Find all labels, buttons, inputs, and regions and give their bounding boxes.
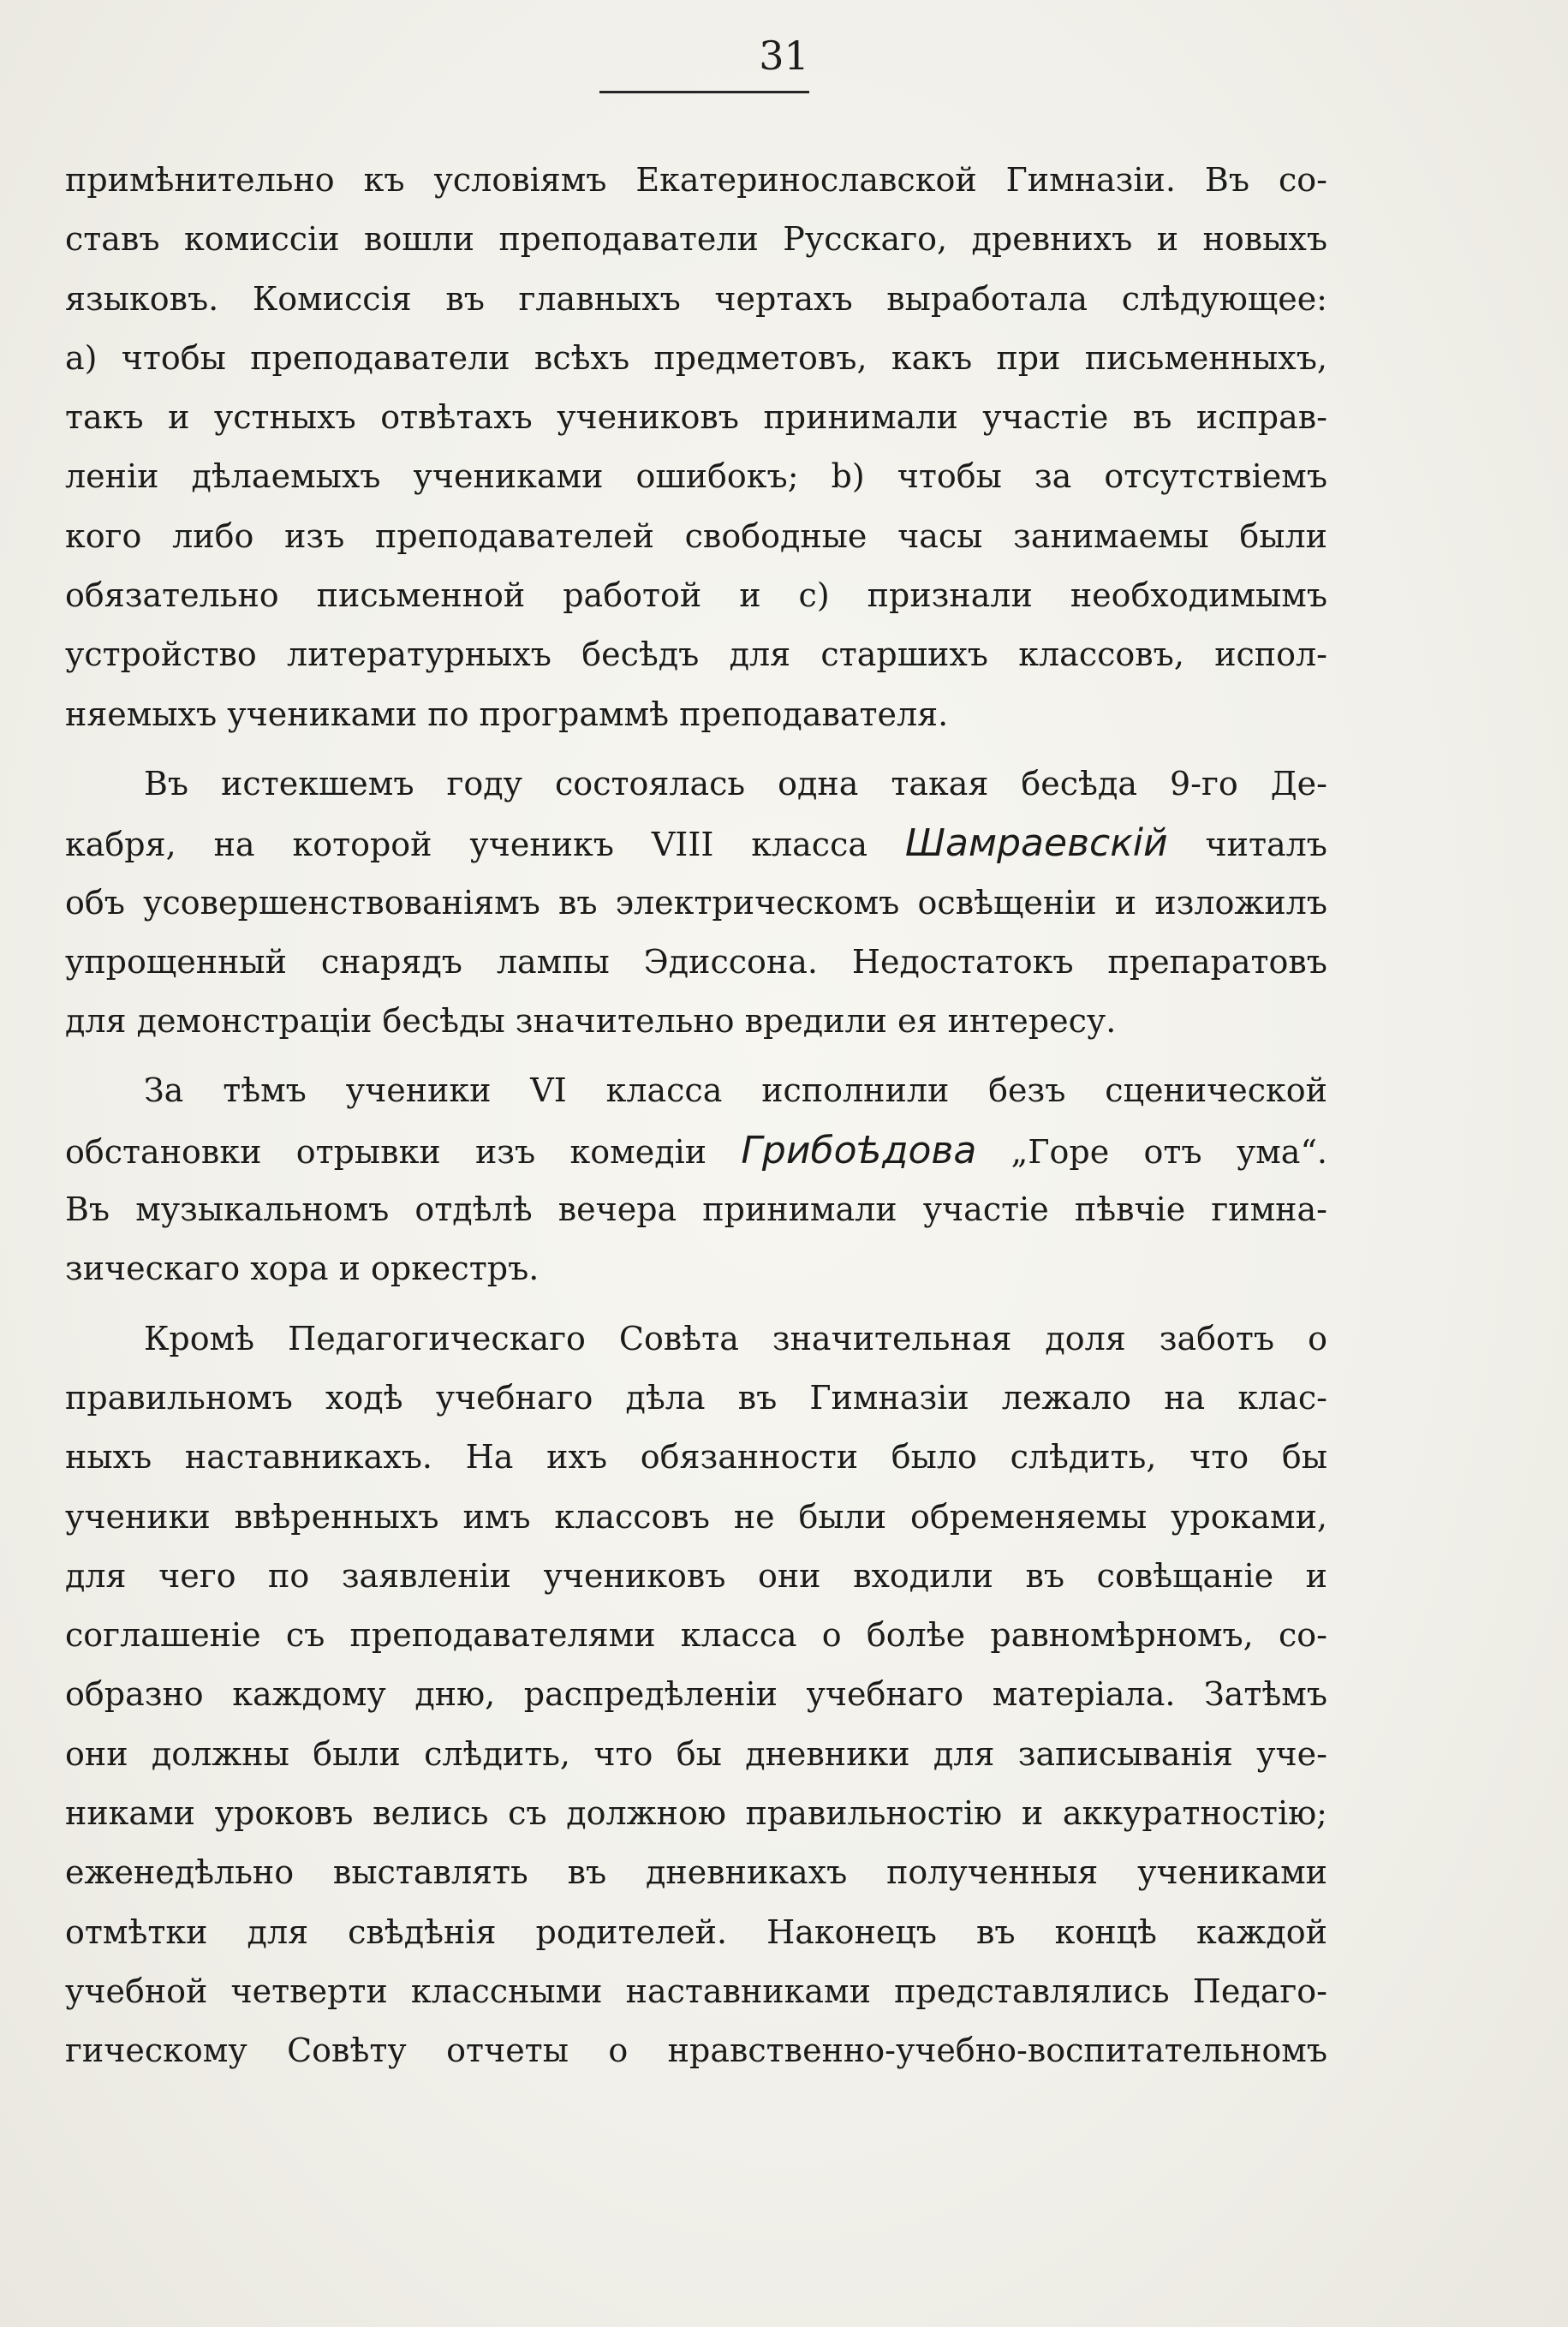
paragraph-3 bbox=[65, 1061, 1327, 1298]
page-number-rule bbox=[599, 91, 809, 93]
text-line: объ усовершенствованіямъ въ электрическомъ освѣщеніи и изложилъ bbox=[65, 883, 1327, 922]
name-griboedov: Грибоѣдова bbox=[741, 1128, 977, 1172]
text-line: они должны были слѣдить, что бы дневники для записыванія уче- bbox=[65, 1734, 1327, 1773]
text-line: языковъ. Комиссія въ главныхъ чертахъ выработала слѣдующее: bbox=[65, 279, 1327, 318]
text-line: учебной четверти классными наставниками представлялись Педаго- bbox=[65, 1972, 1327, 2010]
text-line: ставъ комиссіи вошли преподаватели Русскаго, древнихъ и новыхъ bbox=[65, 220, 1327, 259]
text-fragment: обстановки отрывки изъ комедіи bbox=[65, 1132, 707, 1171]
text-line: для демонстраціи бесѣды значительно вредили ея интересу. bbox=[65, 1002, 1117, 1041]
text-line: a) чтобы преподаватели всѣхъ предметовъ, какъ при письменныхъ, bbox=[65, 338, 1327, 377]
text-line: ныхъ наставникахъ. На ихъ обязанности было слѣдить, что бы bbox=[65, 1438, 1327, 1477]
text-line: правильномъ ходѣ учебнаго дѣла въ Гимназіи лежало на клас- bbox=[65, 1378, 1327, 1417]
text-line: гическому Совѣту отчеты о нравственно-учебно-воспитательномъ bbox=[65, 2032, 1327, 2070]
text-line: для чего по заявленіи учениковъ они входили въ совѣщаніе и bbox=[65, 1556, 1327, 1595]
text-line: никами уроковъ велись съ должною правильностію и аккуратностію; bbox=[65, 1794, 1327, 1833]
text-line bbox=[65, 814, 1327, 873]
text-line: Въ музыкальномъ отдѣлѣ вечера принимали участіе пѣвчіе гимна- bbox=[65, 1190, 1327, 1229]
text-line: ученики ввѣренныхъ имъ классовъ не были обременяемы уроками, bbox=[65, 1497, 1327, 1536]
text-line: примѣнительно къ условіямъ Екатеринославской Гимназіи. Въ со- bbox=[65, 161, 1327, 199]
name-shamraevsky: Шамраевскій bbox=[904, 821, 1168, 866]
text-line: леніи дѣлаемыхъ учениками ошибокъ; b) чтобы за отсутствіемъ bbox=[65, 457, 1327, 496]
text-line: обязательно письменной работой и c) признали необходимымъ bbox=[65, 576, 1327, 615]
text-line: няемыхъ учениками по программѣ преподавателя. bbox=[65, 695, 949, 733]
text-line: устройство литературныхъ бесѣдъ для старшихъ классовъ, испол- bbox=[65, 635, 1327, 674]
page-number: 31 bbox=[759, 33, 809, 79]
text-line: Въ истекшемъ году состоялась одна такая бесѣда 9-го Де- bbox=[144, 764, 1327, 803]
text-line: кого либо изъ преподавателей свободные часы занимаемы были bbox=[65, 516, 1327, 555]
text-fragment: „Горе отъ ума“. bbox=[1011, 1132, 1327, 1171]
body-text bbox=[65, 151, 1327, 2081]
text-line: Кромѣ Педагогическаго Совѣта значительная доля заботъ о bbox=[144, 1319, 1327, 1357]
text-fragment: кабря, на которой ученикъ VIII класса bbox=[65, 826, 868, 864]
text-fragment: читалъ bbox=[1205, 826, 1327, 864]
paragraph-1 bbox=[65, 151, 1327, 744]
text-line: упрощенный снарядъ лампы Эдиссона. Недостатокъ препаратовъ bbox=[65, 942, 1327, 981]
text-line: отмѣтки для свѣдѣнія родителей. Наконецъ въ концѣ каждой bbox=[65, 1912, 1327, 1951]
paragraph-4 bbox=[65, 1310, 1327, 2081]
paragraph-2 bbox=[65, 755, 1327, 1051]
text-line: такъ и устныхъ отвѣтахъ учениковъ принимали участіе въ исправ- bbox=[65, 398, 1327, 437]
text-line: образно каждому дню, распредѣленіи учебнаго матеріала. Затѣмъ bbox=[65, 1675, 1327, 1714]
text-line: еженедѣльно выставлять въ дневникахъ полученныя учениками bbox=[65, 1853, 1327, 1892]
text-line: зическаго хора и оркестръ. bbox=[65, 1250, 540, 1288]
text-line: соглашеніе съ преподавателями класса о болѣе равномѣрномъ, со- bbox=[65, 1616, 1327, 1655]
text-line bbox=[65, 1121, 1327, 1180]
text-line: За тѣмъ ученики VI класса исполнили безъ сценической bbox=[144, 1071, 1327, 1110]
